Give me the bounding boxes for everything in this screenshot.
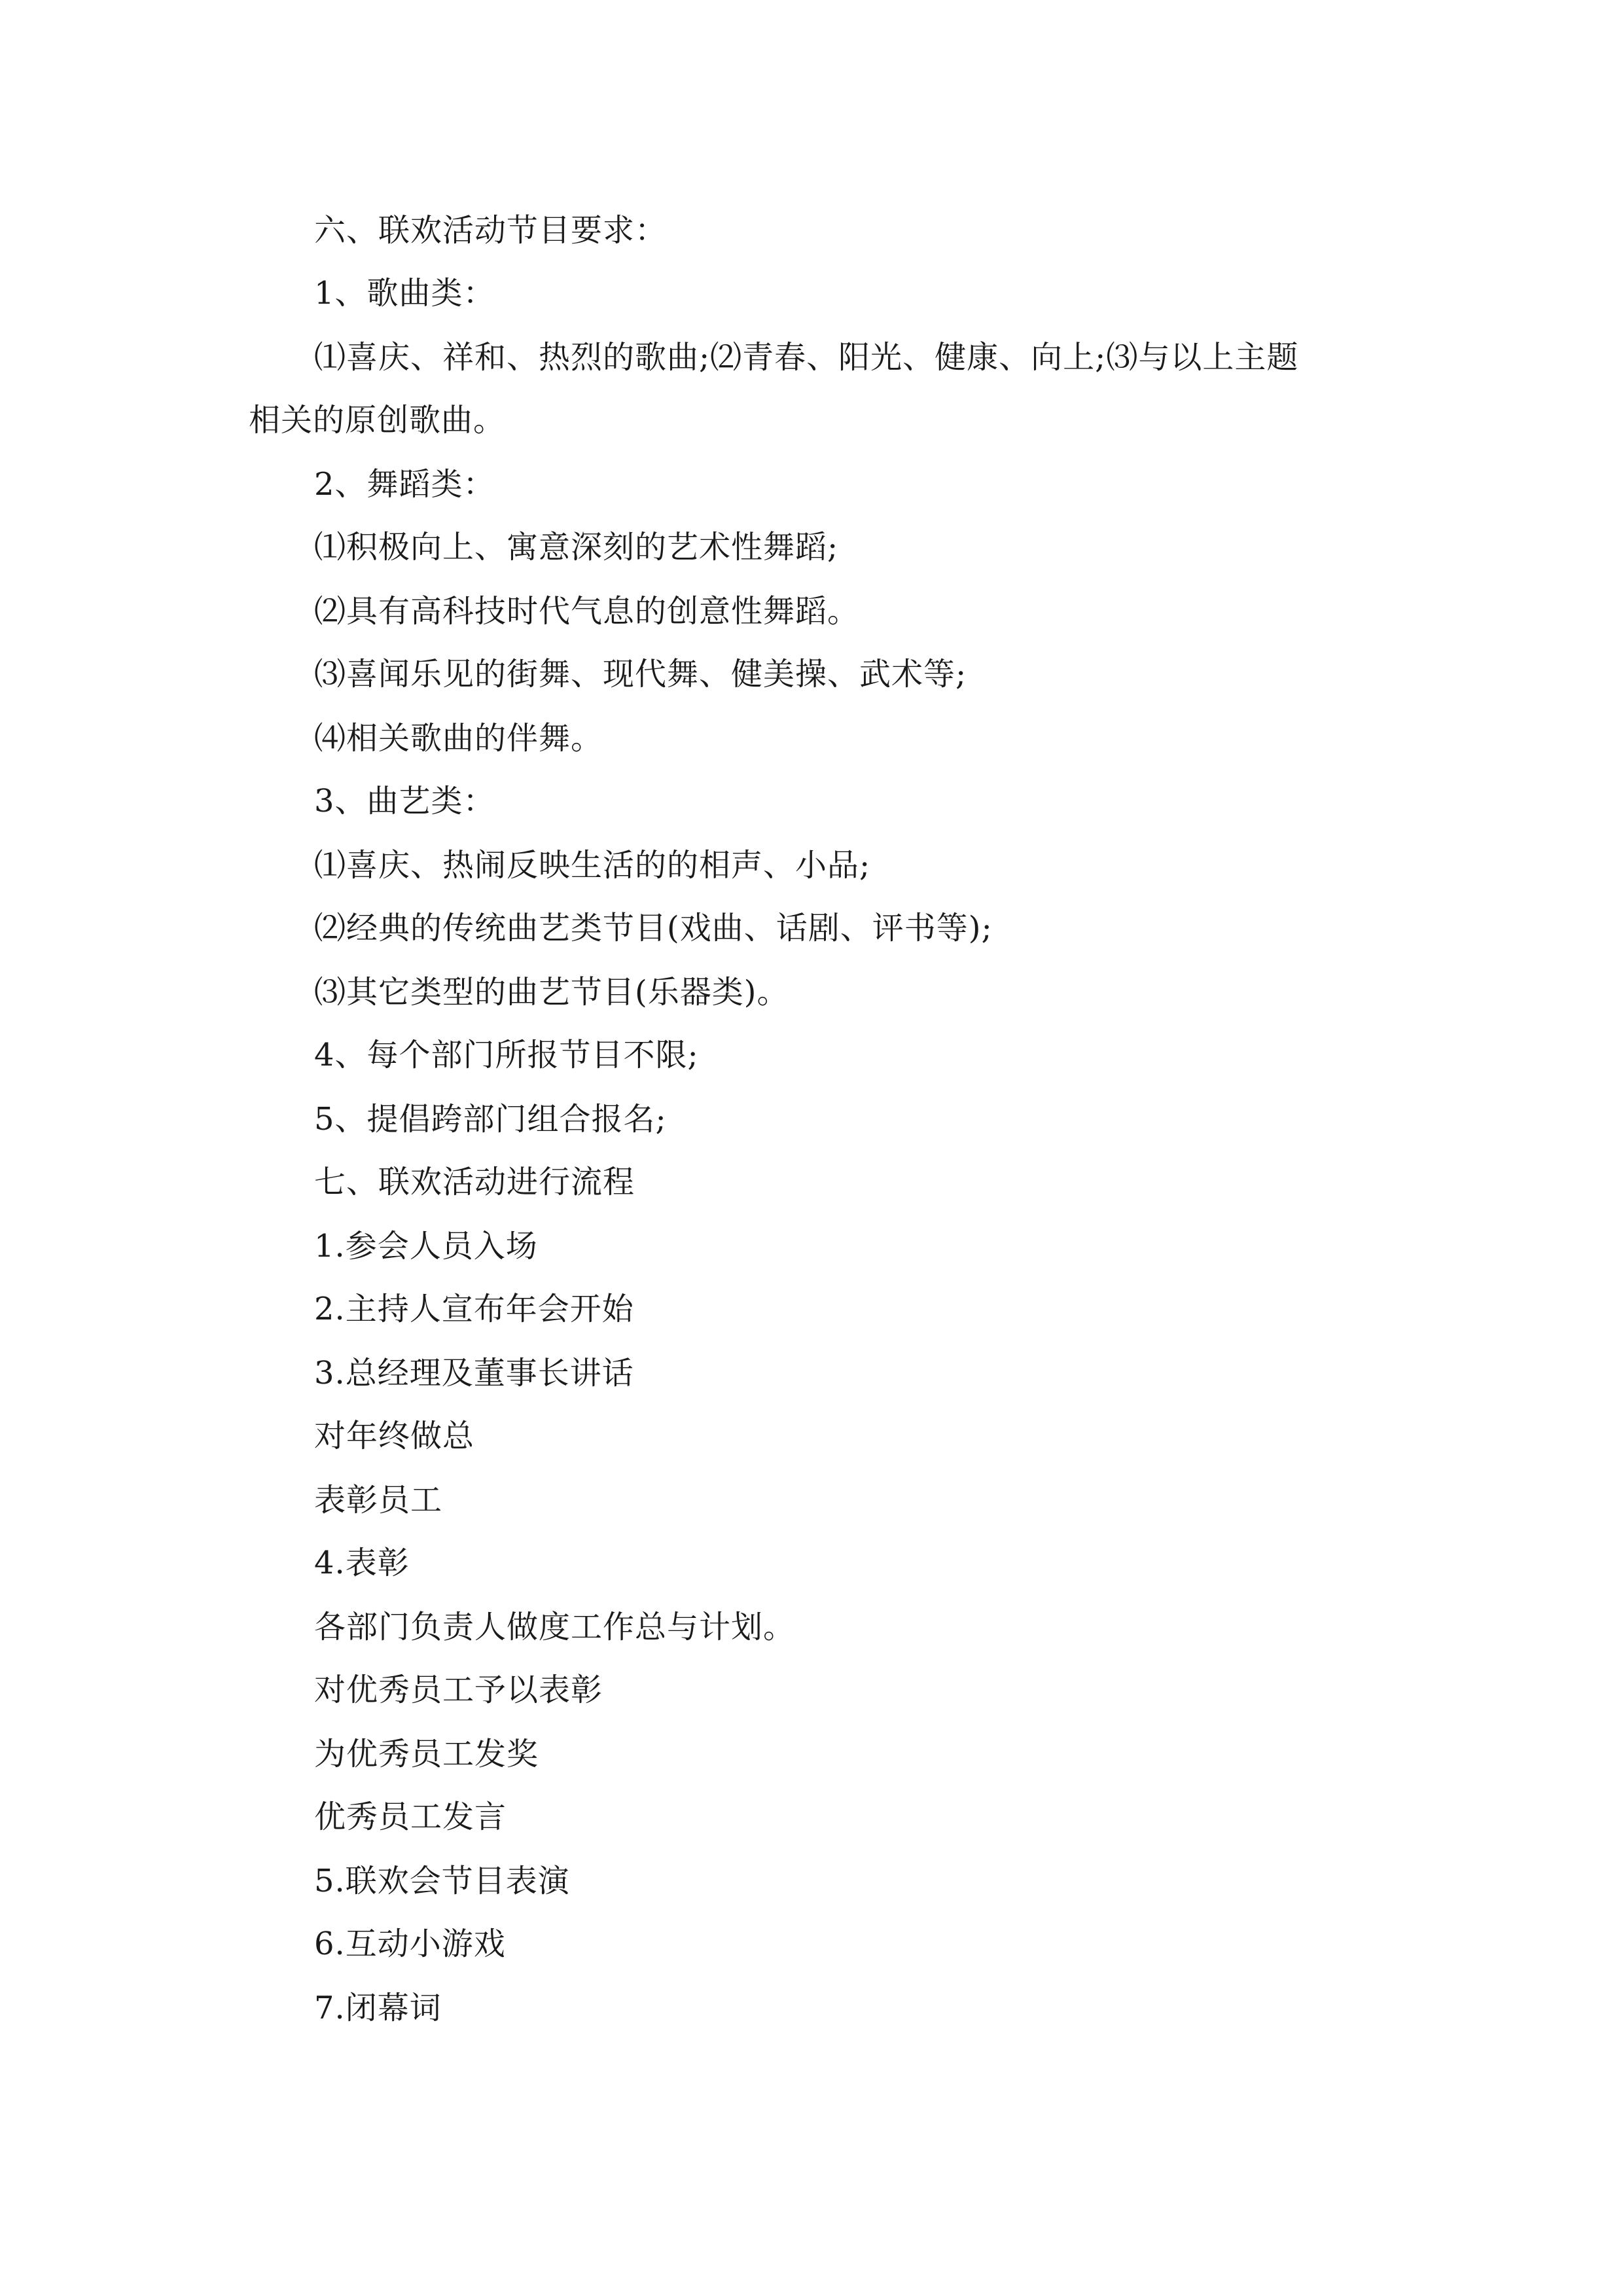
flow-step-4-detail-1: 各部门负责人做度工作总与计划。 [314,1609,796,1645]
list-item-dance-2: ⑵具有高科技时代气息的创意性舞蹈。 [314,593,860,630]
list-item-folk-2: ⑵经典的传统曲艺类节目(戏曲、话剧、评书等); [314,910,993,946]
rule-program-count: 4、每个部门所报节目不限; [314,1037,699,1073]
subheading-songs: 1、歌曲类： [314,275,495,312]
flow-step-1: 1.参会人员入场 [314,1228,538,1265]
section-heading-program-requirements: 六、联欢活动节目要求： [314,212,668,249]
flow-step-3: 3.总经理及董事长讲话 [314,1355,634,1391]
flow-step-7: 7.闭幕词 [314,1990,442,2026]
flow-step-3-detail-1: 对年终做总 [314,1418,475,1454]
flow-step-2: 2.主持人宣布年会开始 [314,1291,634,1327]
flow-step-4-detail-3: 为优秀员工发奖 [314,1736,539,1772]
subheading-dance: 2、舞蹈类： [314,466,495,503]
list-item-dance-3: ⑶喜闻乐见的街舞、现代舞、健美操、武术等; [314,656,967,692]
list-item-dance-1: ⑴积极向上、寓意深刻的艺术性舞蹈; [314,529,839,565]
paragraph-songs: ⑴喜庆、祥和、热烈的歌曲;⑵青春、阳光、健康、向上;⑶与以上主题 [314,339,1299,376]
flow-step-4-detail-4: 优秀员工发言 [314,1799,507,1835]
flow-step-4-detail-2: 对优秀员工予以表彰 [314,1672,603,1708]
rule-cross-department: 5、提倡跨部门组合报名; [314,1101,667,1138]
list-item-dance-4: ⑷相关歌曲的伴舞。 [314,720,603,757]
paragraph-songs-continued: 相关的原创歌曲。 [249,402,506,439]
list-item-folk-3: ⑶其它类型的曲艺节目(乐器类)。 [314,974,789,1011]
flow-step-6: 6.互动小游戏 [314,1926,506,1962]
flow-step-4: 4.表彰 [314,1545,410,1581]
section-heading-event-flow: 七、联欢活动进行流程 [314,1164,635,1200]
subheading-folk-arts: 3、曲艺类： [314,783,495,819]
list-item-folk-1: ⑴喜庆、热闹反映生活的的相声、小品; [314,847,871,884]
flow-step-5: 5.联欢会节目表演 [314,1863,570,1899]
flow-step-3-detail-2: 表彰员工 [314,1482,443,1518]
